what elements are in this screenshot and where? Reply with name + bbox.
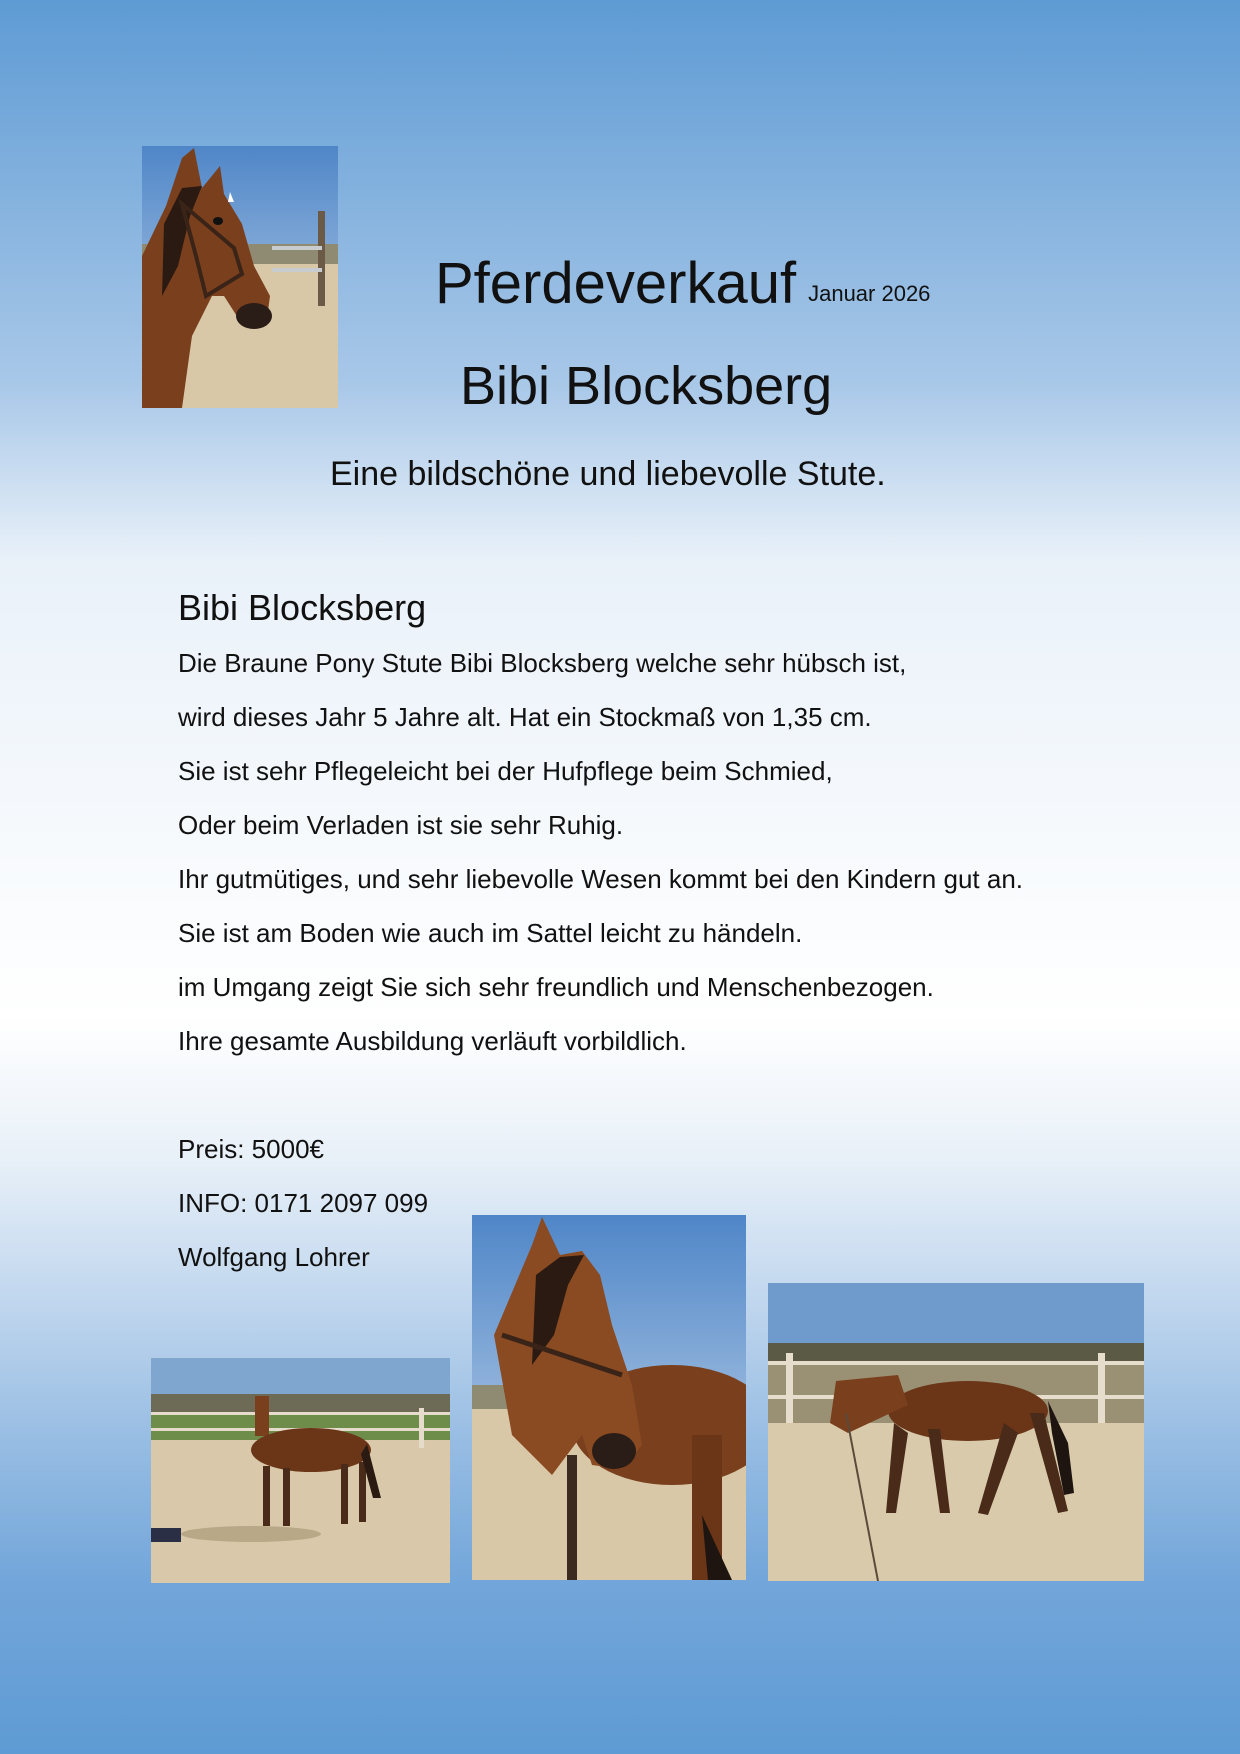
horse-name-heading: Bibi Blocksberg <box>460 356 833 416</box>
description-heading: Bibi Blocksberg <box>178 587 427 628</box>
horse-head-photo <box>142 146 338 408</box>
horse-closeup-photo <box>472 1215 746 1580</box>
page-title <box>435 250 930 317</box>
title-date: Januar 2026 <box>808 281 931 306</box>
description-line: Sie ist sehr Pflegeleicht bei der Hufpflege beim Schmied, <box>178 756 833 786</box>
description-line: Oder beim Verladen ist sie sehr Ruhig. <box>178 810 624 840</box>
description-line: Sie ist am Boden wie auch im Sattel leicht zu händeln. <box>178 918 803 948</box>
info-phone: INFO: 0171 2097 099 <box>178 1188 429 1218</box>
contact-name: Wolfgang Lohrer <box>178 1242 370 1272</box>
description-line: Die Braune Pony Stute Bibi Blocksberg welche sehr hübsch ist, <box>178 648 907 678</box>
description-line: Ihre gesamte Ausbildung verläuft vorbildlich. <box>178 1026 687 1056</box>
spacer <box>178 1068 1158 1122</box>
horse-walking-photo <box>768 1283 1144 1581</box>
tagline: Eine bildschöne und liebevolle Stute. <box>330 455 886 493</box>
horse-standing-photo <box>151 1358 450 1583</box>
description-line: im Umgang zeigt Sie sich sehr freundlich und Menschenbezogen. <box>178 972 934 1002</box>
price-line: Preis: 5000€ <box>178 1134 324 1164</box>
description-line: Ihr gutmütiges, und sehr liebevolle Wesen kommt bei den Kindern gut an. <box>178 864 1023 894</box>
description-block <box>178 583 1158 1284</box>
title-text: Pferdeverkauf <box>435 251 797 316</box>
description-line: wird dieses Jahr 5 Jahre alt. Hat ein Stockmaß von 1,35 cm. <box>178 702 872 732</box>
